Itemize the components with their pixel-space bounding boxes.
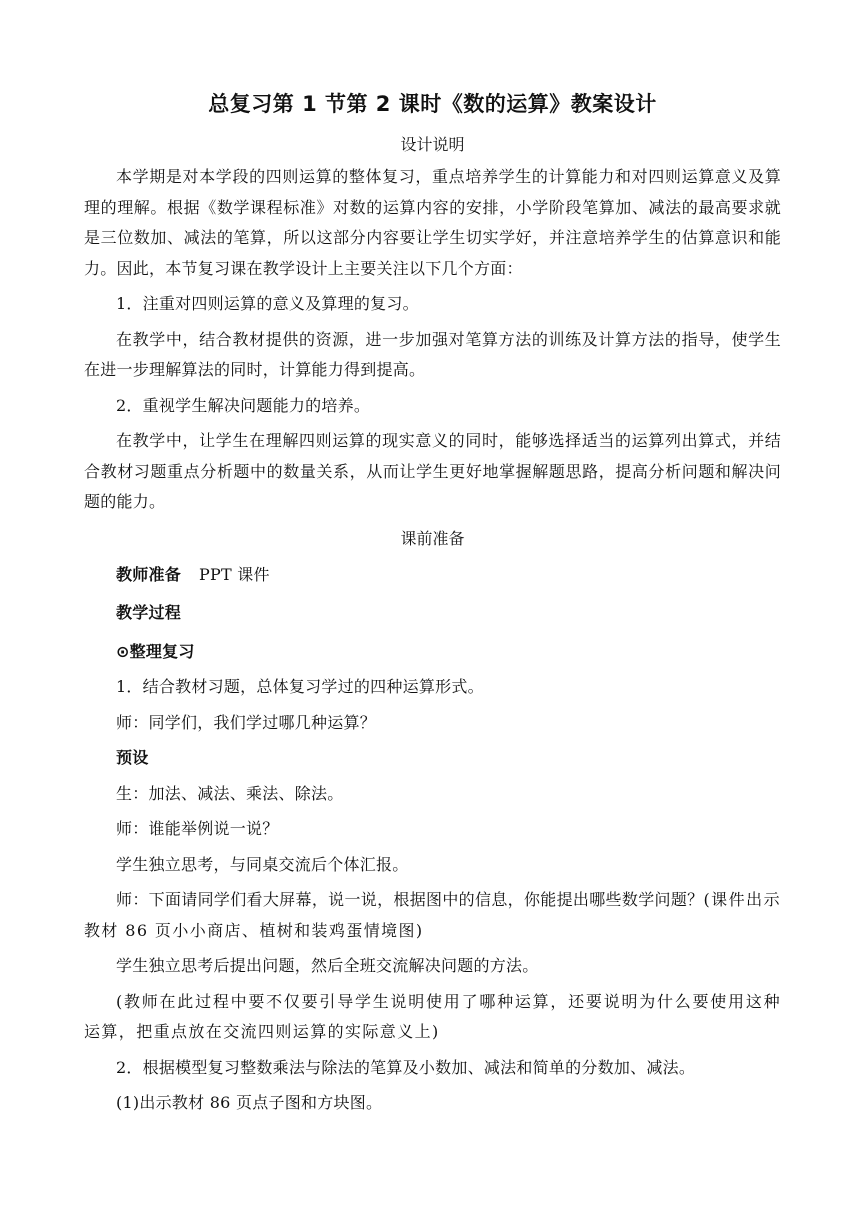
point-2-detail: 在教学中，让学生在理解四则运算的现实意义的同时，能够选择适当的运算列出算式，并结合教材习题重点分析题中的数量关系，从而让学生更好地掌握解题思路，提高分析问题和解决问题的能力。 [84,431,781,511]
teacher-question-3-note: (课件出示教材 86 页小小商店、植树和装鸡蛋情境图) [84,890,781,940]
teacher-prep-value: PPT 课件 [199,564,270,584]
section-heading-prep: 课前准备 [400,528,465,548]
section-heading-design-note: 设计说明 [400,135,465,154]
student-action-1: 学生独立思考，与同桌交流后个体汇报。 [116,854,409,874]
teacher-question-3-main: 师：下面请同学们看大屏幕，说一说，根据图中的信息，你能提出哪些数学问题？ [116,890,704,909]
preset-label: 预设 [116,748,149,767]
teacher-prep-line [84,560,781,591]
step-2-sub-1: (1)出示教材 86 页点子图和方块图。 [116,1093,383,1112]
point-1-detail: 在教学中，结合教材提供的资源，进一步加强对笔算方法的训练及计算方法的指导，使学生在进一步理解算法的同时，计算能力得到提高。 [84,329,781,379]
teacher-note: (教师在此过程中要不仅要引导学生说明使用了哪种运算，还要说明为什么要使用这种运算，把重点放在交流四则运算的实际意义上) [84,991,781,1041]
step-1: 1．结合教材习题，总体复习学过的四种运算形式。 [116,677,484,696]
student-action-2: 学生独立思考后提出问题，然后全班交流解决问题的方法。 [116,956,539,975]
teacher-prep-label: 教师准备 [116,564,182,584]
document-page [84,88,781,1124]
review-heading: ⊙整理复习 [116,641,195,661]
intro-paragraph: 本学期是对本学段的四则运算的整体复习，重点培养学生的计算能力和对四则运算意义及算理的理解。根据《数学课程标准》对数的运算内容的安排，小学阶段笔算加、减法的最高要求就是三位数加、减法的笔算，所以这部分内容要让学生切实学好，并注意培养学生的估算意识和能力。因此，本节复习课在教学设计上主要关注以下几个方面： [84,167,781,278]
point-1: 1．注重对四则运算的意义及算理的复习。 [116,294,419,313]
document-title: 总复习第 1 节第 2 课时《数的运算》教案设计 [208,92,657,116]
teacher-question-1: 师：同学们，我们学过哪几种运算？ [116,712,377,732]
point-2: 2．重视学生解决问题能力的培养。 [116,395,371,415]
teacher-question-2: 师：谁能举例说一说？ [116,819,279,838]
teacher-question-3 [84,885,781,946]
step-2: 2．根据模型复习整数乘法与除法的笔算及小数加、减法和简单的分数加、减法。 [116,1057,696,1077]
process-heading: 教学过程 [116,603,182,622]
student-answer-1: 生：加法、减法、乘法、除法。 [116,783,344,803]
